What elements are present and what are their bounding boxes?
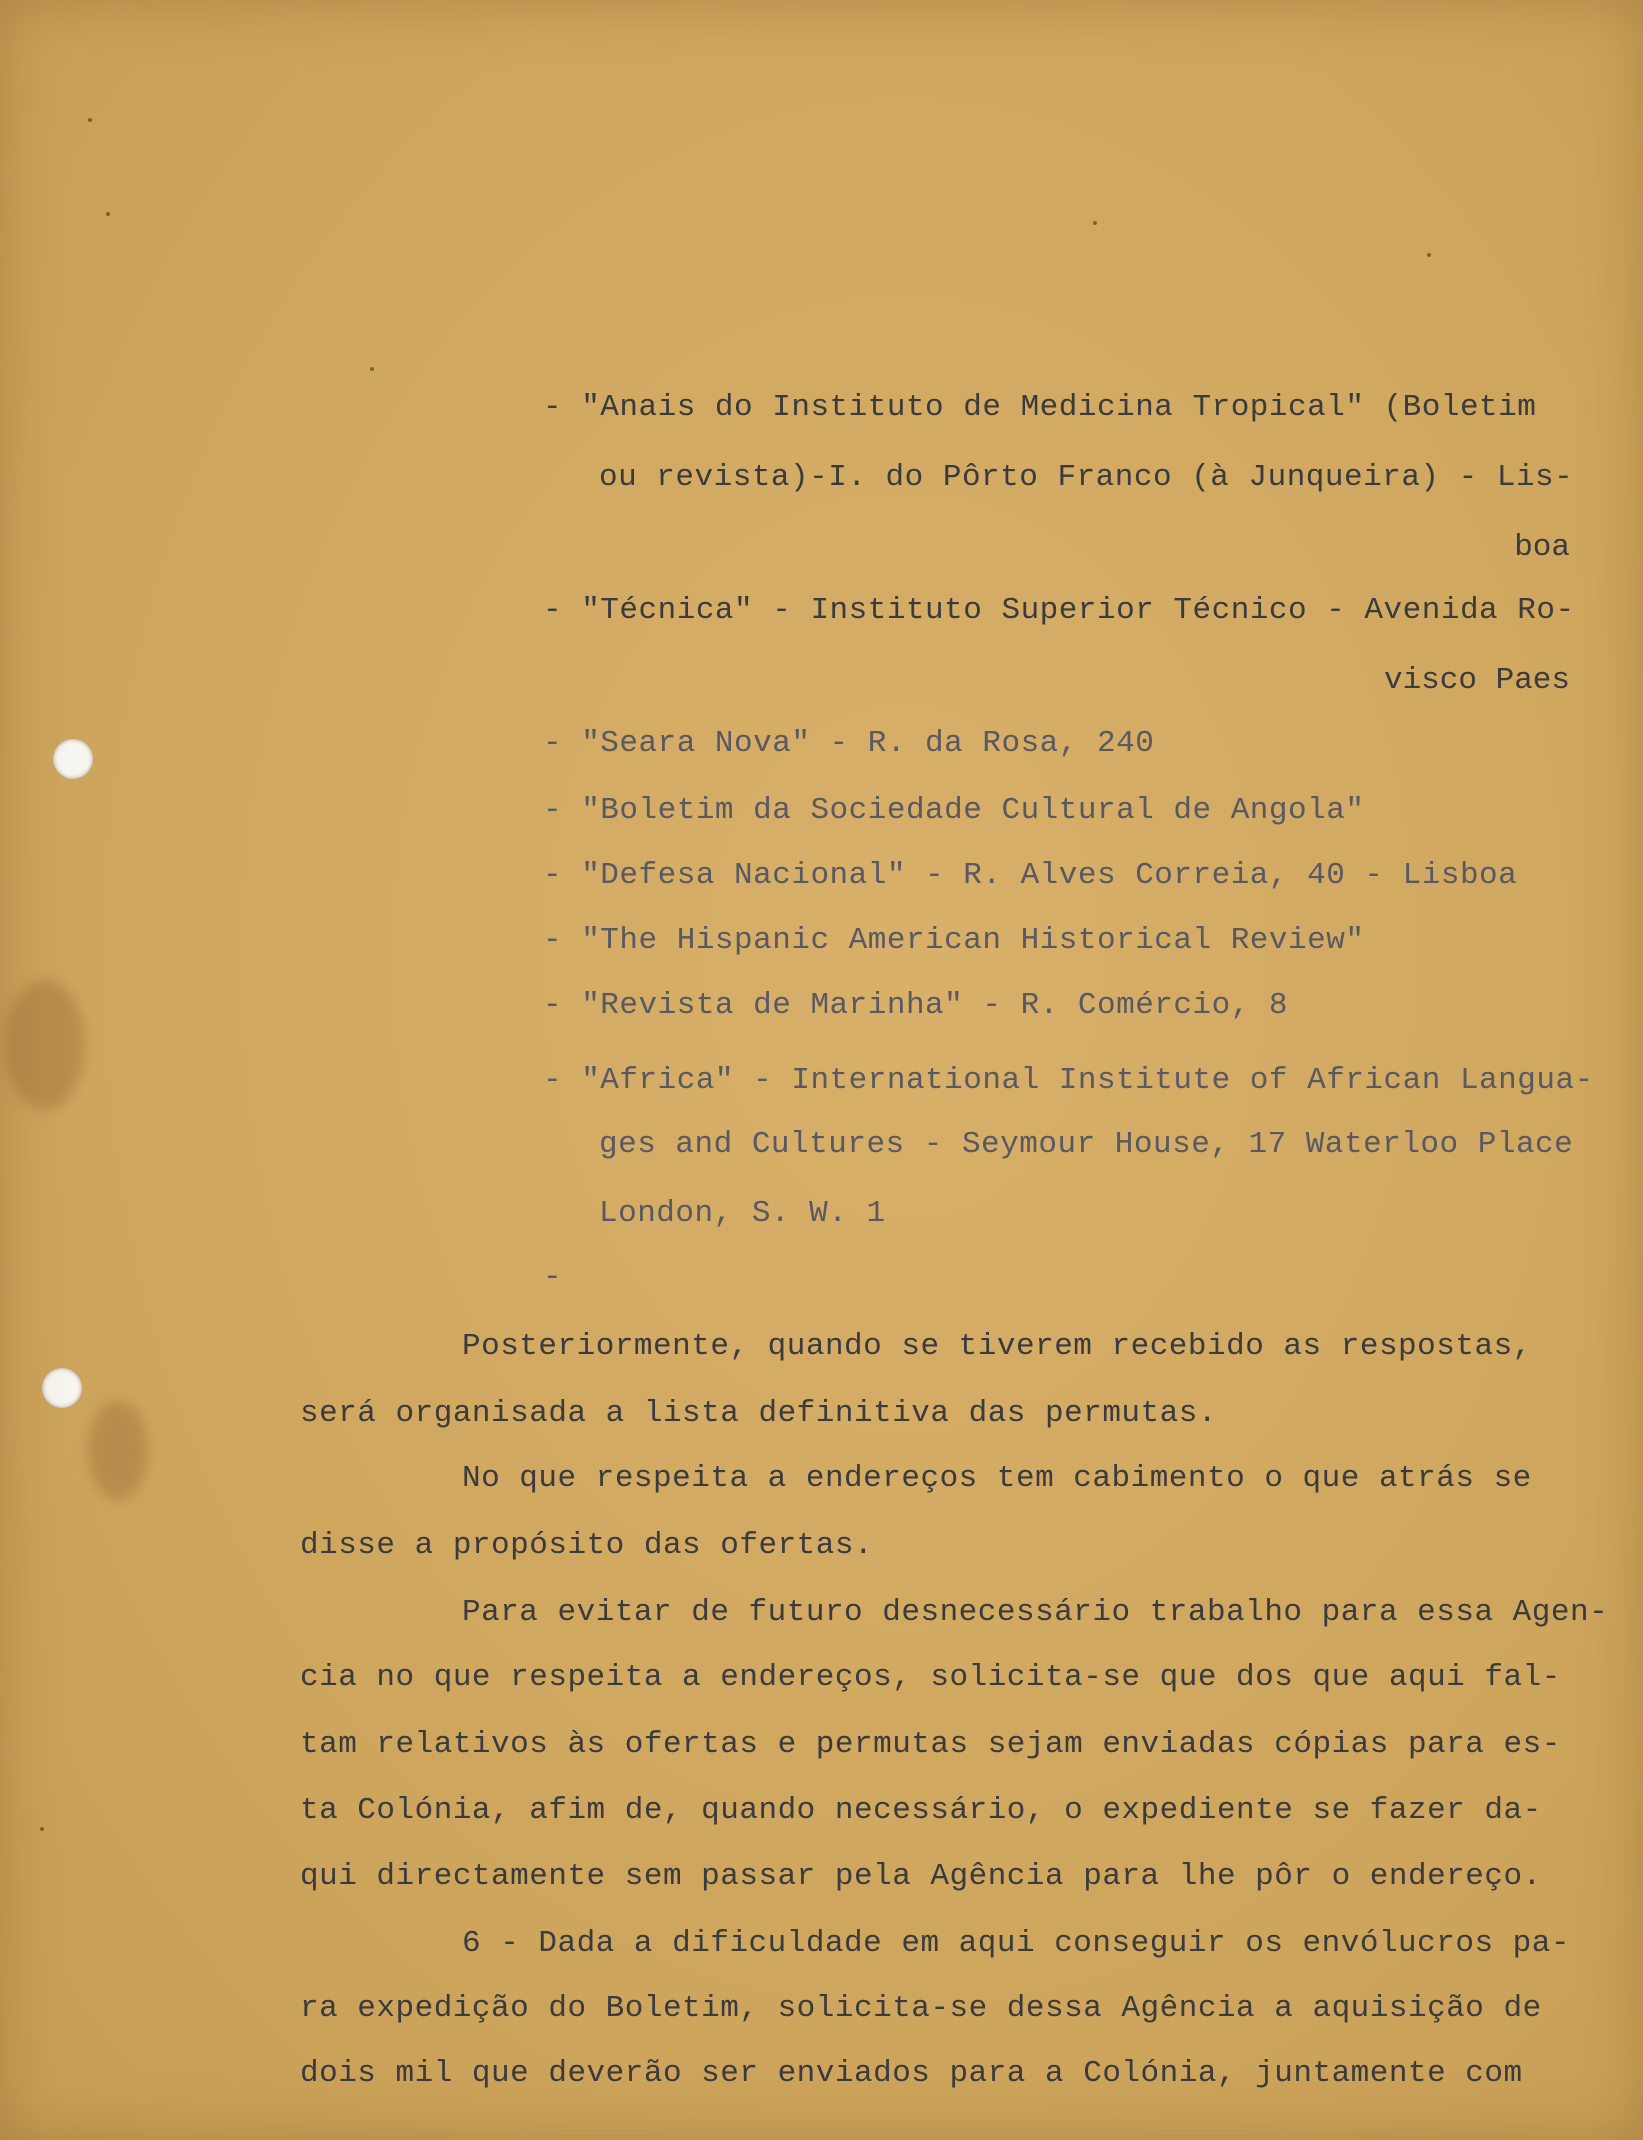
paper-speck <box>106 212 110 216</box>
paper-speck <box>88 118 92 122</box>
paragraph-3-line-3: tam relativos às ofertas e permutas sejam enviadas cópias para es- <box>300 1727 1561 1762</box>
reference-8-line-2: ges and Cultures - Seymour House, 17 Waterloo Place <box>599 1127 1574 1162</box>
paper-speck <box>370 367 374 371</box>
reference-5: - "Defesa Nacional" - R. Alves Correia, 40 - Lisboa <box>543 858 1518 893</box>
reference-2-line-1: - "Técnica" - Instituto Superior Técnico - Avenida Ro- <box>543 593 1575 628</box>
paragraph-1-line-1: Posteriormente, quando se tiverem recebido as respostas, <box>462 1329 1532 1364</box>
paper-stain <box>88 1400 148 1500</box>
punch-hole-top <box>53 739 93 779</box>
reference-4: - "Boletim da Sociedade Cultural de Angola" <box>543 793 1365 828</box>
paragraph-3-line-4: ta Colónia, afim de, quando necessário, o expediente se fazer da- <box>300 1793 1542 1828</box>
paragraph-3-line-1: Para evitar de futuro desnecessário trabalho para essa Agen- <box>462 1595 1609 1630</box>
reference-2-line-2: visco Paes <box>1383 663 1570 698</box>
reference-3: - "Seara Nova" - R. da Rosa, 240 <box>543 726 1155 761</box>
reference-7: - "Revista de Marinha" - R. Comércio, 8 <box>543 988 1289 1023</box>
paper-stain <box>5 980 85 1110</box>
paragraph-2-line-2: disse a propósito das ofertas. <box>300 1528 874 1563</box>
paragraph-3-line-2: cia no que respeita a endereços, solicita-se que dos que aqui fal- <box>300 1660 1561 1695</box>
paragraph-3-line-5: qui directamente sem passar pela Agência para lhe pôr o endereço. <box>300 1859 1542 1894</box>
paragraph-4-line-2: ra expedição do Boletim, solicita-se dessa Agência a aquisição de <box>300 1991 1542 2026</box>
paragraph-4-line-1: 6 - Dada a dificuldade em aqui conseguir os envólucros pa- <box>462 1926 1570 1961</box>
paper-speck <box>40 1827 44 1831</box>
punch-hole-bottom <box>42 1368 82 1408</box>
paper-speck <box>1093 221 1097 225</box>
paragraph-2-line-1: No que respeita a endereços tem cabimento o que atrás se <box>462 1461 1532 1496</box>
reference-8-line-3: London, S. W. 1 <box>599 1196 886 1231</box>
paragraph-4-line-3: dois mil que deverão ser enviados para a Colónia, juntamente com <box>300 2056 1523 2091</box>
paragraph-1-line-2: será organisada a lista definitiva das permutas. <box>300 1396 1217 1431</box>
list-trailing-dash: - <box>543 1260 563 1295</box>
reference-1-line-2: ou revista)-I. do Pôrto Franco (à Junqueira) - Lis- <box>599 460 1574 495</box>
reference-6: - "The Hispanic American Historical Review" <box>543 923 1365 958</box>
reference-1-line-3: boa <box>1514 530 1570 565</box>
paper-speck <box>1427 253 1431 257</box>
reference-1-line-1: - "Anais do Instituto de Medicina Tropical" (Boletim <box>543 390 1537 425</box>
reference-8-line-1: - "Africa" - International Institute of African Langua- <box>543 1063 1594 1098</box>
